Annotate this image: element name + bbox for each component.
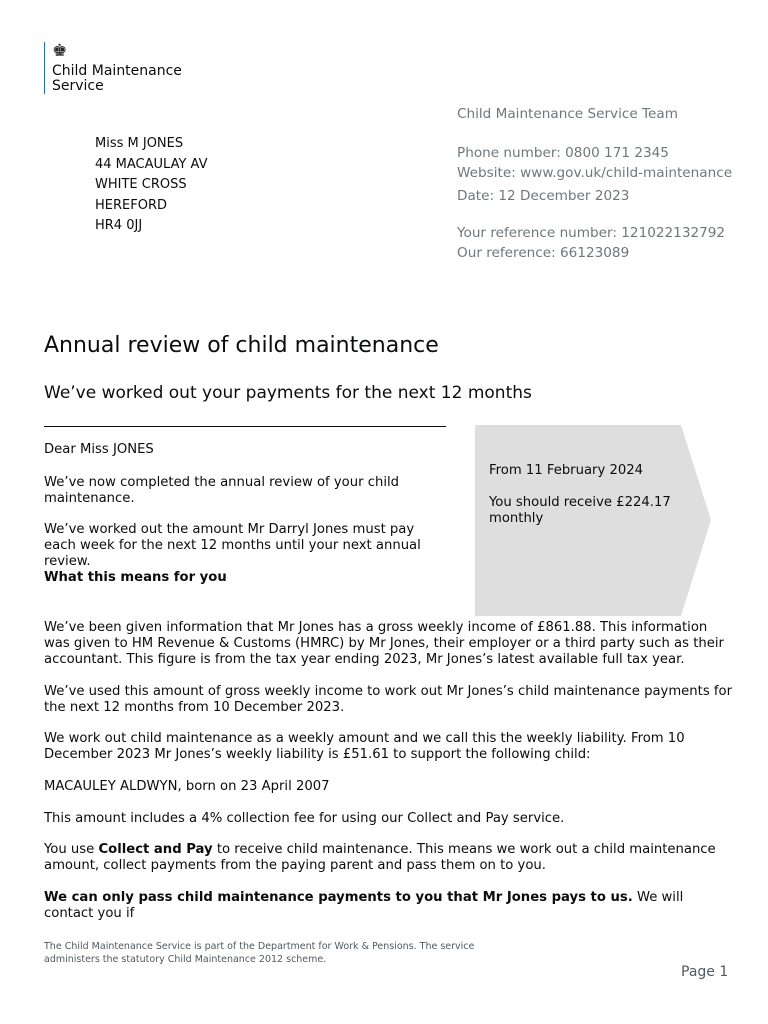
paragraph-completed: We’ve now completed the annual review of your child maintenance. bbox=[44, 475, 400, 506]
page-number: Page 1 bbox=[681, 964, 729, 980]
phone-number: Phone number: 0800 171 2345 bbox=[457, 145, 669, 161]
paragraph-income: We’ve been given information that Mr Jones has a gross weekly income of £861.88. This information was given to HM Revenue & Customs (HMRC) by Mr Jones, their employer or a third party such as their accountant. This figure is from the tax year ending 2023, Mr Jones’s latest available full tax year. bbox=[44, 620, 724, 667]
letter-subtitle: We’ve worked out your payments for the next 12 months bbox=[44, 383, 532, 403]
collect-pay-bold: Collect and Pay bbox=[98, 842, 213, 857]
website: Website: www.gov.uk/child-maintenance bbox=[457, 165, 733, 181]
summary-from-date: From 11 February 2024 bbox=[489, 463, 644, 478]
team-name: Child Maintenance Service Team bbox=[457, 106, 678, 122]
section-heading-text: What this means for you bbox=[44, 570, 227, 585]
child-details: MACAULEY ALDWYN, born on 23 April 2007 bbox=[44, 779, 330, 794]
payment-summary-box bbox=[475, 425, 711, 616]
recipient-postcode: HR4 0JJ bbox=[95, 218, 143, 233]
footer-note: The Child Maintenance Service is part of the Department for Work & Pensions. The service administers the statutory Child Maintenance 2012 scheme. bbox=[44, 941, 475, 965]
paragraph-collect-and-pay bbox=[44, 842, 734, 874]
recipient-name: Miss M JONES bbox=[95, 136, 184, 151]
divider bbox=[44, 426, 446, 427]
letter-title: Annual review of child maintenance bbox=[44, 333, 439, 358]
royal-crest-icon: ♚ bbox=[52, 41, 68, 61]
paragraph-collection-fee: This amount includes a 4% collection fee for using our Collect and Pay service. bbox=[44, 811, 565, 826]
service-name-line2: Service bbox=[52, 78, 104, 94]
service-name bbox=[52, 64, 252, 94]
payments-notice-bold: We can only pass child maintenance payments to you that Mr Jones pays to us. bbox=[44, 890, 633, 905]
recipient-town: HEREFORD bbox=[95, 197, 167, 213]
logo-accent-line bbox=[44, 42, 45, 94]
recipient-street: 44 MACAULAY AV bbox=[95, 156, 208, 172]
section-heading bbox=[44, 570, 446, 586]
your-reference: Your reference number: 121022132792 bbox=[457, 225, 726, 241]
greeting: Dear Miss JONES bbox=[44, 442, 154, 457]
letter-date: Date: 12 December 2023 bbox=[457, 188, 630, 204]
recipient-area: WHITE CROSS bbox=[95, 177, 187, 192]
paragraph-gross-income: We’ve used this amount of gross weekly income to work out Mr Jones’s child maintenance payments for the next 12 months from 10 December 2023. bbox=[44, 684, 733, 715]
our-reference: Our reference: 66123089 bbox=[457, 245, 630, 261]
recipient-address bbox=[95, 134, 208, 237]
summary-amount: You should receive £224.17 monthly bbox=[489, 495, 671, 526]
paragraph-payments-notice bbox=[44, 890, 734, 922]
collect-pay-rest: to receive child maintenance. This means we work out a child maintenance amount, collect payments from the paying parent and pass them on to you. bbox=[44, 842, 716, 873]
paragraph-worked-out: We’ve worked out the amount Mr Darryl Jones must pay each week for the next 12 months until your next annual review. bbox=[44, 522, 421, 569]
service-name-line1: Child Maintenance bbox=[52, 63, 182, 79]
payments-notice-rest: We will contact you if bbox=[44, 890, 684, 921]
collect-pay-intro: You use bbox=[44, 842, 99, 857]
paragraph-weekly-liability: We work out child maintenance as a weekly amount and we call this the weekly liability. From 10 December 2023 Mr Jones’s weekly liability is £51.61 to support the following child: bbox=[44, 731, 685, 762]
